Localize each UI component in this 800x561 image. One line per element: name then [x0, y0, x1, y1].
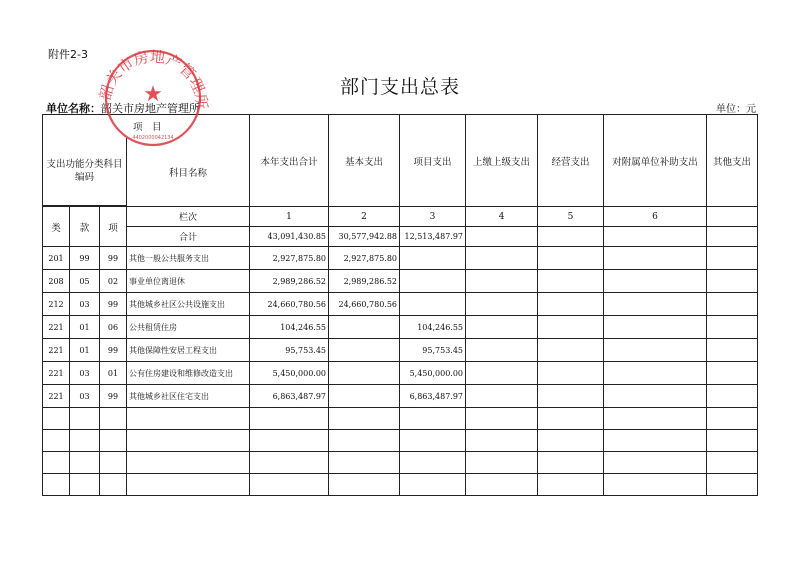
- cell-xiang: 99: [100, 385, 127, 408]
- cell-empty: [43, 452, 70, 474]
- col-basic-header: 基本支出: [329, 115, 400, 207]
- blank-row: [43, 474, 758, 496]
- total-upper: [466, 227, 538, 247]
- cell-empty: [707, 247, 758, 270]
- cell-empty: [329, 452, 400, 474]
- cell-name: 事业单位离退休: [127, 270, 250, 293]
- cell-empty: [707, 270, 758, 293]
- attachment-label: 附件2-3: [48, 48, 88, 61]
- cell-empty: [250, 430, 329, 452]
- cell-empty: [466, 247, 538, 270]
- cell-empty: [100, 430, 127, 452]
- xiang-header: 项: [100, 207, 127, 247]
- cell-empty: [538, 293, 604, 316]
- cell-xiang: 02: [100, 270, 127, 293]
- currency-unit-label: 单位：: [716, 104, 746, 115]
- cell-empty: [538, 385, 604, 408]
- cell-kuan: 03: [70, 362, 100, 385]
- cell-basic: [329, 362, 400, 385]
- cell-empty: [604, 385, 707, 408]
- cell-empty: [127, 430, 250, 452]
- cell-kuan: 05: [70, 270, 100, 293]
- cell-total: 2,989,286.52: [250, 270, 329, 293]
- col-subsidy-header: 对附属单位补助支出: [604, 115, 707, 207]
- table-row: [43, 247, 758, 270]
- col-number-label: 栏次: [127, 207, 250, 227]
- cell-empty: [707, 408, 758, 430]
- total-basic: 30,577,942.88: [329, 227, 400, 247]
- cell-empty: [538, 247, 604, 270]
- cell-name: 公有住房建设和维修改造支出: [127, 362, 250, 385]
- cell-lei: 221: [43, 385, 70, 408]
- cell-project: 5,450,000.00: [400, 362, 466, 385]
- cell-empty: [604, 362, 707, 385]
- total-project: 12,513,487.97: [400, 227, 466, 247]
- cell-empty: [604, 408, 707, 430]
- cell-project: [400, 293, 466, 316]
- cell-empty: [250, 408, 329, 430]
- total-subsidy: [604, 227, 707, 247]
- cell-empty: [127, 408, 250, 430]
- cell-project: 104,246.55: [400, 316, 466, 339]
- cell-empty: [466, 408, 538, 430]
- total-other: [707, 227, 758, 247]
- col-number-blank: [707, 207, 758, 227]
- col-number-5: 5: [538, 207, 604, 227]
- cell-xiang: 06: [100, 316, 127, 339]
- cell-name: 其他一般公共服务支出: [127, 247, 250, 270]
- cell-xiang: 01: [100, 362, 127, 385]
- currency-unit-value: 元: [746, 104, 756, 115]
- col-number-1: 1: [250, 207, 329, 227]
- col-upper-header: 上缴上级支出: [466, 115, 538, 207]
- col-project-header: 项目支出: [400, 115, 466, 207]
- cell-empty: [400, 474, 466, 496]
- cell-empty: [250, 474, 329, 496]
- cell-empty: [466, 362, 538, 385]
- cell-xiang: 99: [100, 247, 127, 270]
- cell-lei: 208: [43, 270, 70, 293]
- cell-total: 95,753.45: [250, 339, 329, 362]
- cell-empty: [538, 474, 604, 496]
- cell-kuan: 01: [70, 339, 100, 362]
- cell-empty: [707, 452, 758, 474]
- cell-project: 95,753.45: [400, 339, 466, 362]
- cell-empty: [70, 474, 100, 496]
- table-row: [43, 339, 758, 362]
- cell-name: 公共租赁住房: [127, 316, 250, 339]
- cell-basic: [329, 339, 400, 362]
- table-row: [43, 293, 758, 316]
- cell-empty: [70, 408, 100, 430]
- total-operate: [538, 227, 604, 247]
- seal-text: 韶关市房地产管理所: [96, 47, 211, 110]
- blank-row: [43, 452, 758, 474]
- cell-kuan: 03: [70, 293, 100, 316]
- unit-name-label: 单位名称：: [46, 102, 101, 115]
- table-row: [43, 385, 758, 408]
- col-total-header: 本年支出合计: [250, 115, 329, 207]
- item-header: 项 目: [43, 115, 250, 138]
- cell-total: 5,450,000.00: [250, 362, 329, 385]
- cell-total: 104,246.55: [250, 316, 329, 339]
- cell-project: [400, 247, 466, 270]
- lei-header: 类: [43, 207, 70, 247]
- cell-empty: [707, 474, 758, 496]
- table-row: [43, 316, 758, 339]
- cell-name: 其他保障性安居工程支出: [127, 339, 250, 362]
- cell-project: [400, 270, 466, 293]
- cell-empty: [466, 452, 538, 474]
- kuan-header: 款: [70, 207, 100, 247]
- cell-total: 24,660,780.56: [250, 293, 329, 316]
- cell-empty: [538, 362, 604, 385]
- total-total: 43,091,430.85: [250, 227, 329, 247]
- cell-empty: [538, 408, 604, 430]
- cell-empty: [538, 316, 604, 339]
- table-row: [43, 270, 758, 293]
- cell-project: 6,863,487.97: [400, 385, 466, 408]
- subject-name-header: 科目名称: [127, 138, 250, 207]
- cell-empty: [70, 452, 100, 474]
- cell-empty: [604, 247, 707, 270]
- cell-empty: [707, 293, 758, 316]
- col-number-row: [43, 207, 758, 227]
- cell-basic: 2,989,286.52: [329, 270, 400, 293]
- header-row-1: [43, 115, 758, 138]
- cell-empty: [707, 362, 758, 385]
- cell-name: 其他城乡社区住宅支出: [127, 385, 250, 408]
- cell-total: 2,927,875.80: [250, 247, 329, 270]
- cell-empty: [466, 293, 538, 316]
- cell-kuan: 03: [70, 385, 100, 408]
- col-other-header: 其他支出: [707, 115, 758, 207]
- cell-empty: [604, 452, 707, 474]
- cell-empty: [466, 385, 538, 408]
- total-label: 合计: [127, 227, 250, 247]
- cell-empty: [538, 430, 604, 452]
- cell-empty: [250, 452, 329, 474]
- col-number-4: 4: [466, 207, 538, 227]
- cell-empty: [466, 316, 538, 339]
- cell-empty: [707, 316, 758, 339]
- cell-kuan: 01: [70, 316, 100, 339]
- cell-empty: [400, 408, 466, 430]
- cell-empty: [329, 474, 400, 496]
- cell-empty: [43, 408, 70, 430]
- page-title: 部门支出总表: [339, 76, 460, 98]
- func-code-header: 支出功能分类科目编码: [43, 138, 127, 206]
- cell-empty: [466, 270, 538, 293]
- cell-lei: 221: [43, 339, 70, 362]
- col-number-3: 3: [400, 207, 466, 227]
- cell-empty: [707, 430, 758, 452]
- cell-empty: [43, 430, 70, 452]
- cell-empty: [400, 452, 466, 474]
- cell-lei: 221: [43, 316, 70, 339]
- cell-empty: [604, 316, 707, 339]
- seal-digits: 4402000042134: [132, 135, 174, 141]
- cell-lei: 201: [43, 247, 70, 270]
- cell-total: 6,863,487.97: [250, 385, 329, 408]
- cell-empty: [538, 270, 604, 293]
- col-number-6: 6: [604, 207, 707, 227]
- blank-row: [43, 430, 758, 452]
- cell-empty: [127, 474, 250, 496]
- cell-name: 其他城乡社区公共设施支出: [127, 293, 250, 316]
- cell-empty: [604, 430, 707, 452]
- cell-empty: [70, 430, 100, 452]
- cell-empty: [43, 474, 70, 496]
- svg-text:★: ★: [143, 82, 163, 107]
- total-row: [43, 227, 758, 247]
- col-number-2: 2: [329, 207, 400, 227]
- cell-basic: 24,660,780.56: [329, 293, 400, 316]
- cell-empty: [329, 430, 400, 452]
- cell-empty: [100, 408, 127, 430]
- expenditure-table: [42, 114, 758, 496]
- cell-empty: [604, 474, 707, 496]
- cell-empty: [100, 474, 127, 496]
- cell-basic: [329, 385, 400, 408]
- cell-empty: [604, 293, 707, 316]
- cell-empty: [127, 452, 250, 474]
- cell-kuan: 99: [70, 247, 100, 270]
- currency-unit: [716, 100, 756, 115]
- cell-empty: [400, 430, 466, 452]
- cell-empty: [466, 474, 538, 496]
- cell-empty: [604, 339, 707, 362]
- table-row: [43, 362, 758, 385]
- cell-xiang: 99: [100, 339, 127, 362]
- cell-empty: [707, 339, 758, 362]
- cell-empty: [604, 270, 707, 293]
- cell-empty: [466, 430, 538, 452]
- cell-empty: [538, 339, 604, 362]
- cell-lei: 212: [43, 293, 70, 316]
- cell-xiang: 99: [100, 293, 127, 316]
- cell-empty: [329, 408, 400, 430]
- cell-empty: [707, 385, 758, 408]
- cell-empty: [466, 339, 538, 362]
- cell-lei: 221: [43, 362, 70, 385]
- col-operate-header: 经营支出: [538, 115, 604, 207]
- cell-basic: 2,927,875.80: [329, 247, 400, 270]
- unit-name-value: 韶关市房地产管理所: [101, 102, 200, 115]
- cell-basic: [329, 316, 400, 339]
- blank-row: [43, 408, 758, 430]
- cell-empty: [538, 452, 604, 474]
- cell-empty: [100, 452, 127, 474]
